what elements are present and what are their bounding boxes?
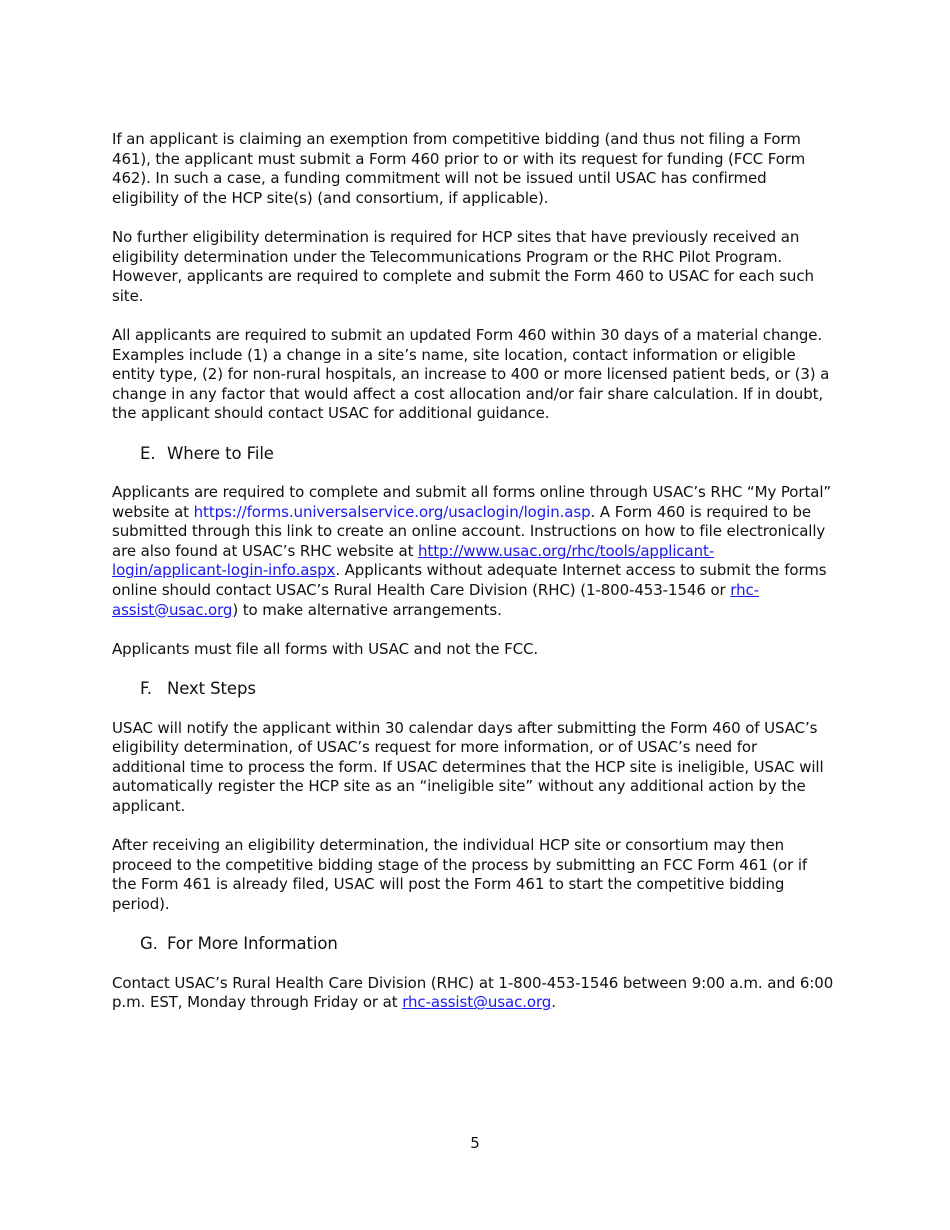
text-segment: . A Form 460 is required to be submitted through this link to create an online account. Instructions on how to file electronically are also found at USAC’s RHC website at xyxy=(112,502,826,560)
document-body xyxy=(112,130,834,1033)
text-segment: ) to make alternative arrangements. xyxy=(232,600,502,619)
paragraph-exemption: If an applicant is claiming an exemption from competitive bidding (and thus not filing a Form 461), the applicant must submit a Form 460 prior to or with its request for funding (FCC Form 462). In such a case, a funding commitment will not be issued until USAC has confirmed eligibility of the HCP site(s) (and consortium, if applicable). xyxy=(112,130,806,207)
section-letter: F. xyxy=(140,679,152,699)
rhc-assist-email-link[interactable]: rhc-assist@usac.org xyxy=(402,993,552,1012)
link-part: login/applicant-login-info.aspx xyxy=(112,561,336,580)
section-heading-next-steps xyxy=(140,679,834,699)
page-number: 5 xyxy=(470,1134,480,1152)
rhc-assist-email-link[interactable]: rhc-assist@usac.org xyxy=(112,581,759,619)
text-segment: Applicants are required to complete and submit all forms online through USAC’s RHC “My Portal” website at xyxy=(112,483,832,521)
section-heading-more-information xyxy=(140,934,834,954)
section-letter: G. xyxy=(140,934,158,954)
paragraph-where-to-file xyxy=(112,483,834,620)
text-segment: . Applicants without adequate Internet access to submit the forms online should contact USAC’s Rural Health Care Division (RHC) (1-800-453-1546 or xyxy=(112,561,827,600)
text-segment: . xyxy=(551,993,556,1012)
paragraph-file-with-usac: Applicants must file all forms with USAC and not the FCC. xyxy=(112,639,539,658)
section-title: For More Information xyxy=(167,934,338,954)
section-title: Where to File xyxy=(167,443,274,463)
paragraph-usac-notify: USAC will notify the applicant within 30 calendar days after submitting the Form 460 of USAC’s eligibility determination, of USAC’s request for more information, or of USAC’s need for additional time to process the form. If USAC determines that the HCP site is ineligible, USAC will automatically register the HCP site as an “ineligible site” without any additional action by the applicant. xyxy=(112,718,824,815)
usac-login-link[interactable]: https://forms.universalservice.org/usaclogin/login.asp xyxy=(193,502,591,521)
paragraph-updated-form: All applicants are required to submit an updated Form 460 within 30 days of a material change. Examples include (1) a change in a site’s name, site location, contact information or eligible entity type, (2) for non-rural hospitals, an increase to 400 or more licensed patient beds, or (3) a change in any factor that would affect a cost allocation and/or fair share calculation. If in doubt, the applicant should contact USAC for additional guidance. xyxy=(112,325,830,423)
text-segment: Contact USAC’s Rural Health Care Division (RHC) at 1-800-453-1546 between 9:00 a.m. and 6:00 p.m. EST, Monday through Friday or at xyxy=(112,973,834,1012)
paragraph-contact-usac xyxy=(112,974,834,1013)
link-part: http://www.usac.org/rhc/tools/applicant- xyxy=(418,541,715,560)
section-letter: E. xyxy=(140,443,156,463)
section-title: Next Steps xyxy=(167,679,256,699)
paragraph-after-eligibility: After receiving an eligibility determination, the individual HCP site or consortium may then proceed to the competitive bidding stage of the process by submitting an FCC Form 461 (or if the Form 461 is already filed, USAC will post the Form 461 to start the competitive bidding period). xyxy=(112,836,808,913)
paragraph-no-further-eligibility: No further eligibility determination is required for HCP sites that have previously received an eligibility determination under the Telecommunications Program or the RHC Pilot Program. However, applicants are required to complete and submit the Form 460 to USAC for each such site. xyxy=(112,227,814,305)
section-heading-where-to-file xyxy=(140,444,834,464)
